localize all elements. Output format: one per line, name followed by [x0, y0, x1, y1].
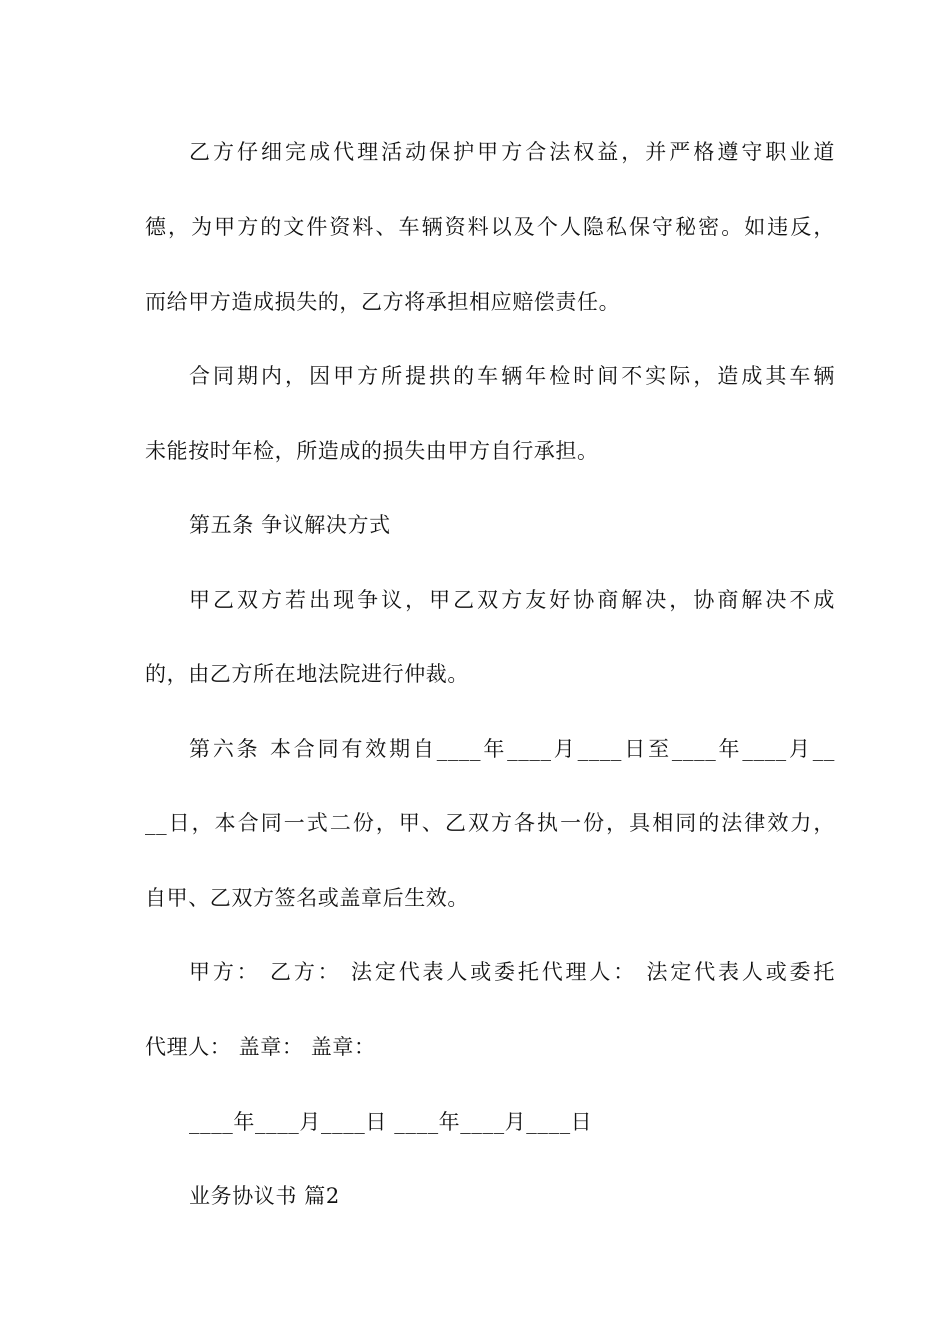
date-line: ____年____月____日 ____年____月____日: [189, 1110, 593, 1134]
paragraph-line: 第六条 本合同有效期自____年____月____日至____年____月__: [189, 737, 835, 761]
paragraph-line: 德，为甲方的文件资料、车辆资料以及个人隐私保守秘密。如违反，: [145, 215, 835, 239]
paragraph-line: 的，由乙方所在地法院进行仲裁。: [145, 662, 469, 686]
paragraph-line: 而给甲方造成损失的，乙方将承担相应赔偿责任。: [145, 290, 621, 314]
paragraph-line: 乙方仔细完成代理活动保护甲方合法权益，并严格遵守职业道: [189, 140, 835, 164]
paragraph-line: 合同期内，因甲方所提拱的车辆年检时间不实际，造成其车辆: [189, 364, 835, 388]
signature-line: 甲方： 乙方： 法定代表人或委托代理人： 法定代表人或委托: [189, 960, 835, 984]
paragraph-line: __日，本合同一式二份，甲、乙双方各执一份，具相同的法律效力，: [145, 811, 835, 835]
section-heading: 业务协议书 篇2: [189, 1184, 340, 1208]
paragraph-line: 未能按时年检，所造成的损失由甲方自行承担。: [145, 439, 599, 463]
section-heading: 第五条 争议解决方式: [189, 513, 391, 537]
paragraph-line: 自甲、乙双方签名或盖章后生效。: [145, 886, 469, 910]
signature-line: 代理人： 盖章： 盖章：: [145, 1035, 376, 1059]
paragraph-line: 甲乙双方若出现争议，甲乙双方友好协商解决，协商解决不成: [189, 588, 835, 612]
